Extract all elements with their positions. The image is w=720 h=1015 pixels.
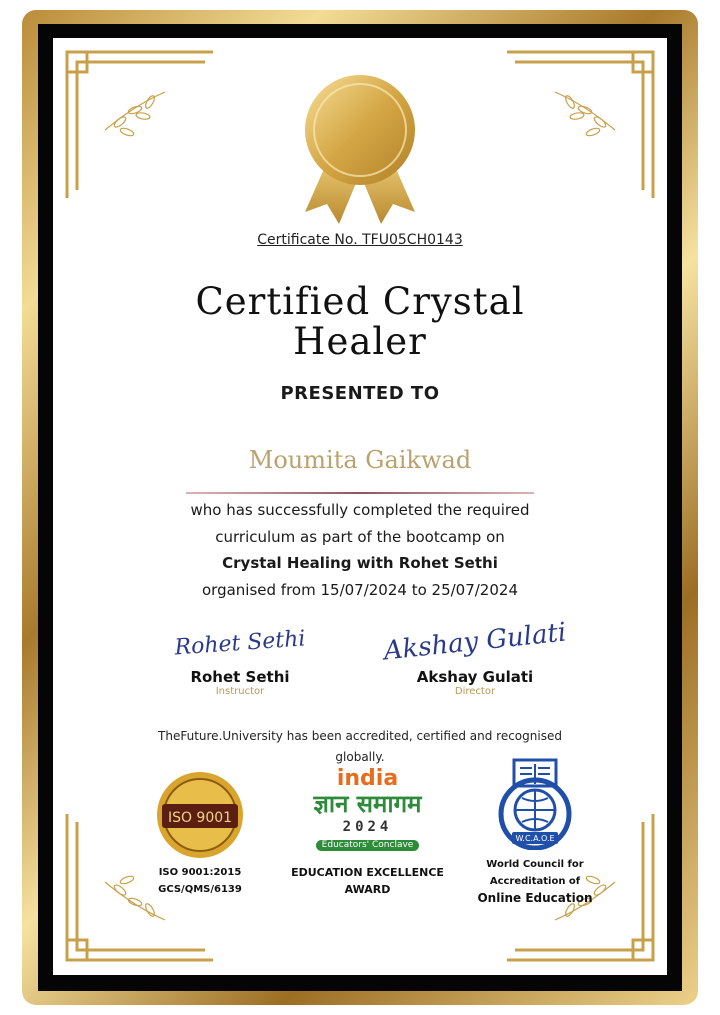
accreditation-text (0, 726, 720, 768)
education-excellence-badge (285, 768, 450, 898)
title-line-1: Certified Crystal (195, 280, 525, 323)
iso-seal-icon (152, 770, 248, 860)
wcaoe-line-1: World Council for (486, 859, 584, 870)
iso-line-1: ISO 9001:2015 (158, 867, 242, 878)
iso-line-2: GCS/QMS/6139 (158, 884, 242, 895)
iso-seal-text: ISO 9001 (167, 810, 233, 826)
certificate-title (0, 282, 720, 362)
recipient-name: Moumita Gaikwad (248, 446, 472, 474)
divider-line (186, 492, 534, 494)
india-logo-hindi: ज्ञान समागम (313, 790, 422, 818)
course-dates: organised from 15/07/2024 to 25/07/2024 (202, 581, 518, 599)
certificate-number: Certificate No. TFU05CH0143 (257, 232, 463, 248)
signature-name: Akshay Gulati (416, 668, 534, 686)
accreditation-line-2: globally. (335, 750, 385, 764)
wcaoe-line-3: Online Education (477, 891, 593, 905)
gold-medal-icon (297, 72, 423, 228)
presented-to-label: PRESENTED TO (280, 383, 440, 404)
india-logo-year: 2024 (342, 819, 393, 835)
body-line-2: curriculum as part of the bootcamp on (215, 528, 505, 546)
signature-director (370, 618, 580, 697)
wcaoe-seal-text: W.C.A.O.E (515, 834, 555, 843)
globe-book-icon (492, 758, 578, 850)
india-logo-top: india (336, 766, 399, 791)
india-logo (300, 768, 436, 860)
iso-badge (140, 770, 260, 898)
signature-instructor (160, 622, 320, 697)
signature-role: Instructor (215, 686, 265, 697)
signature-name: Rohet Sethi (190, 668, 290, 686)
signature-script: Akshay Gulati (382, 617, 568, 667)
wcaoe-line-2: Accreditation of (489, 876, 581, 887)
award-line-2: AWARD (344, 883, 391, 896)
corner-ornament-top-right (505, 50, 655, 200)
course-name: Crystal Healing with Rohet Sethi (222, 554, 498, 572)
title-line-2: Healer (293, 320, 427, 363)
wcaoe-badge (470, 758, 600, 908)
signature-role: Director (454, 686, 496, 697)
corner-ornament-top-left (65, 50, 215, 200)
body-line-1: who has successfully completed the required (190, 501, 530, 519)
signature-script: Rohet Sethi (173, 626, 307, 661)
award-line-1: EDUCATION EXCELLENCE (291, 866, 444, 879)
accreditation-line-1: TheFuture.University has been accredited, certified and recognised (158, 729, 562, 743)
india-logo-sub: Educators' Conclave (316, 840, 420, 851)
